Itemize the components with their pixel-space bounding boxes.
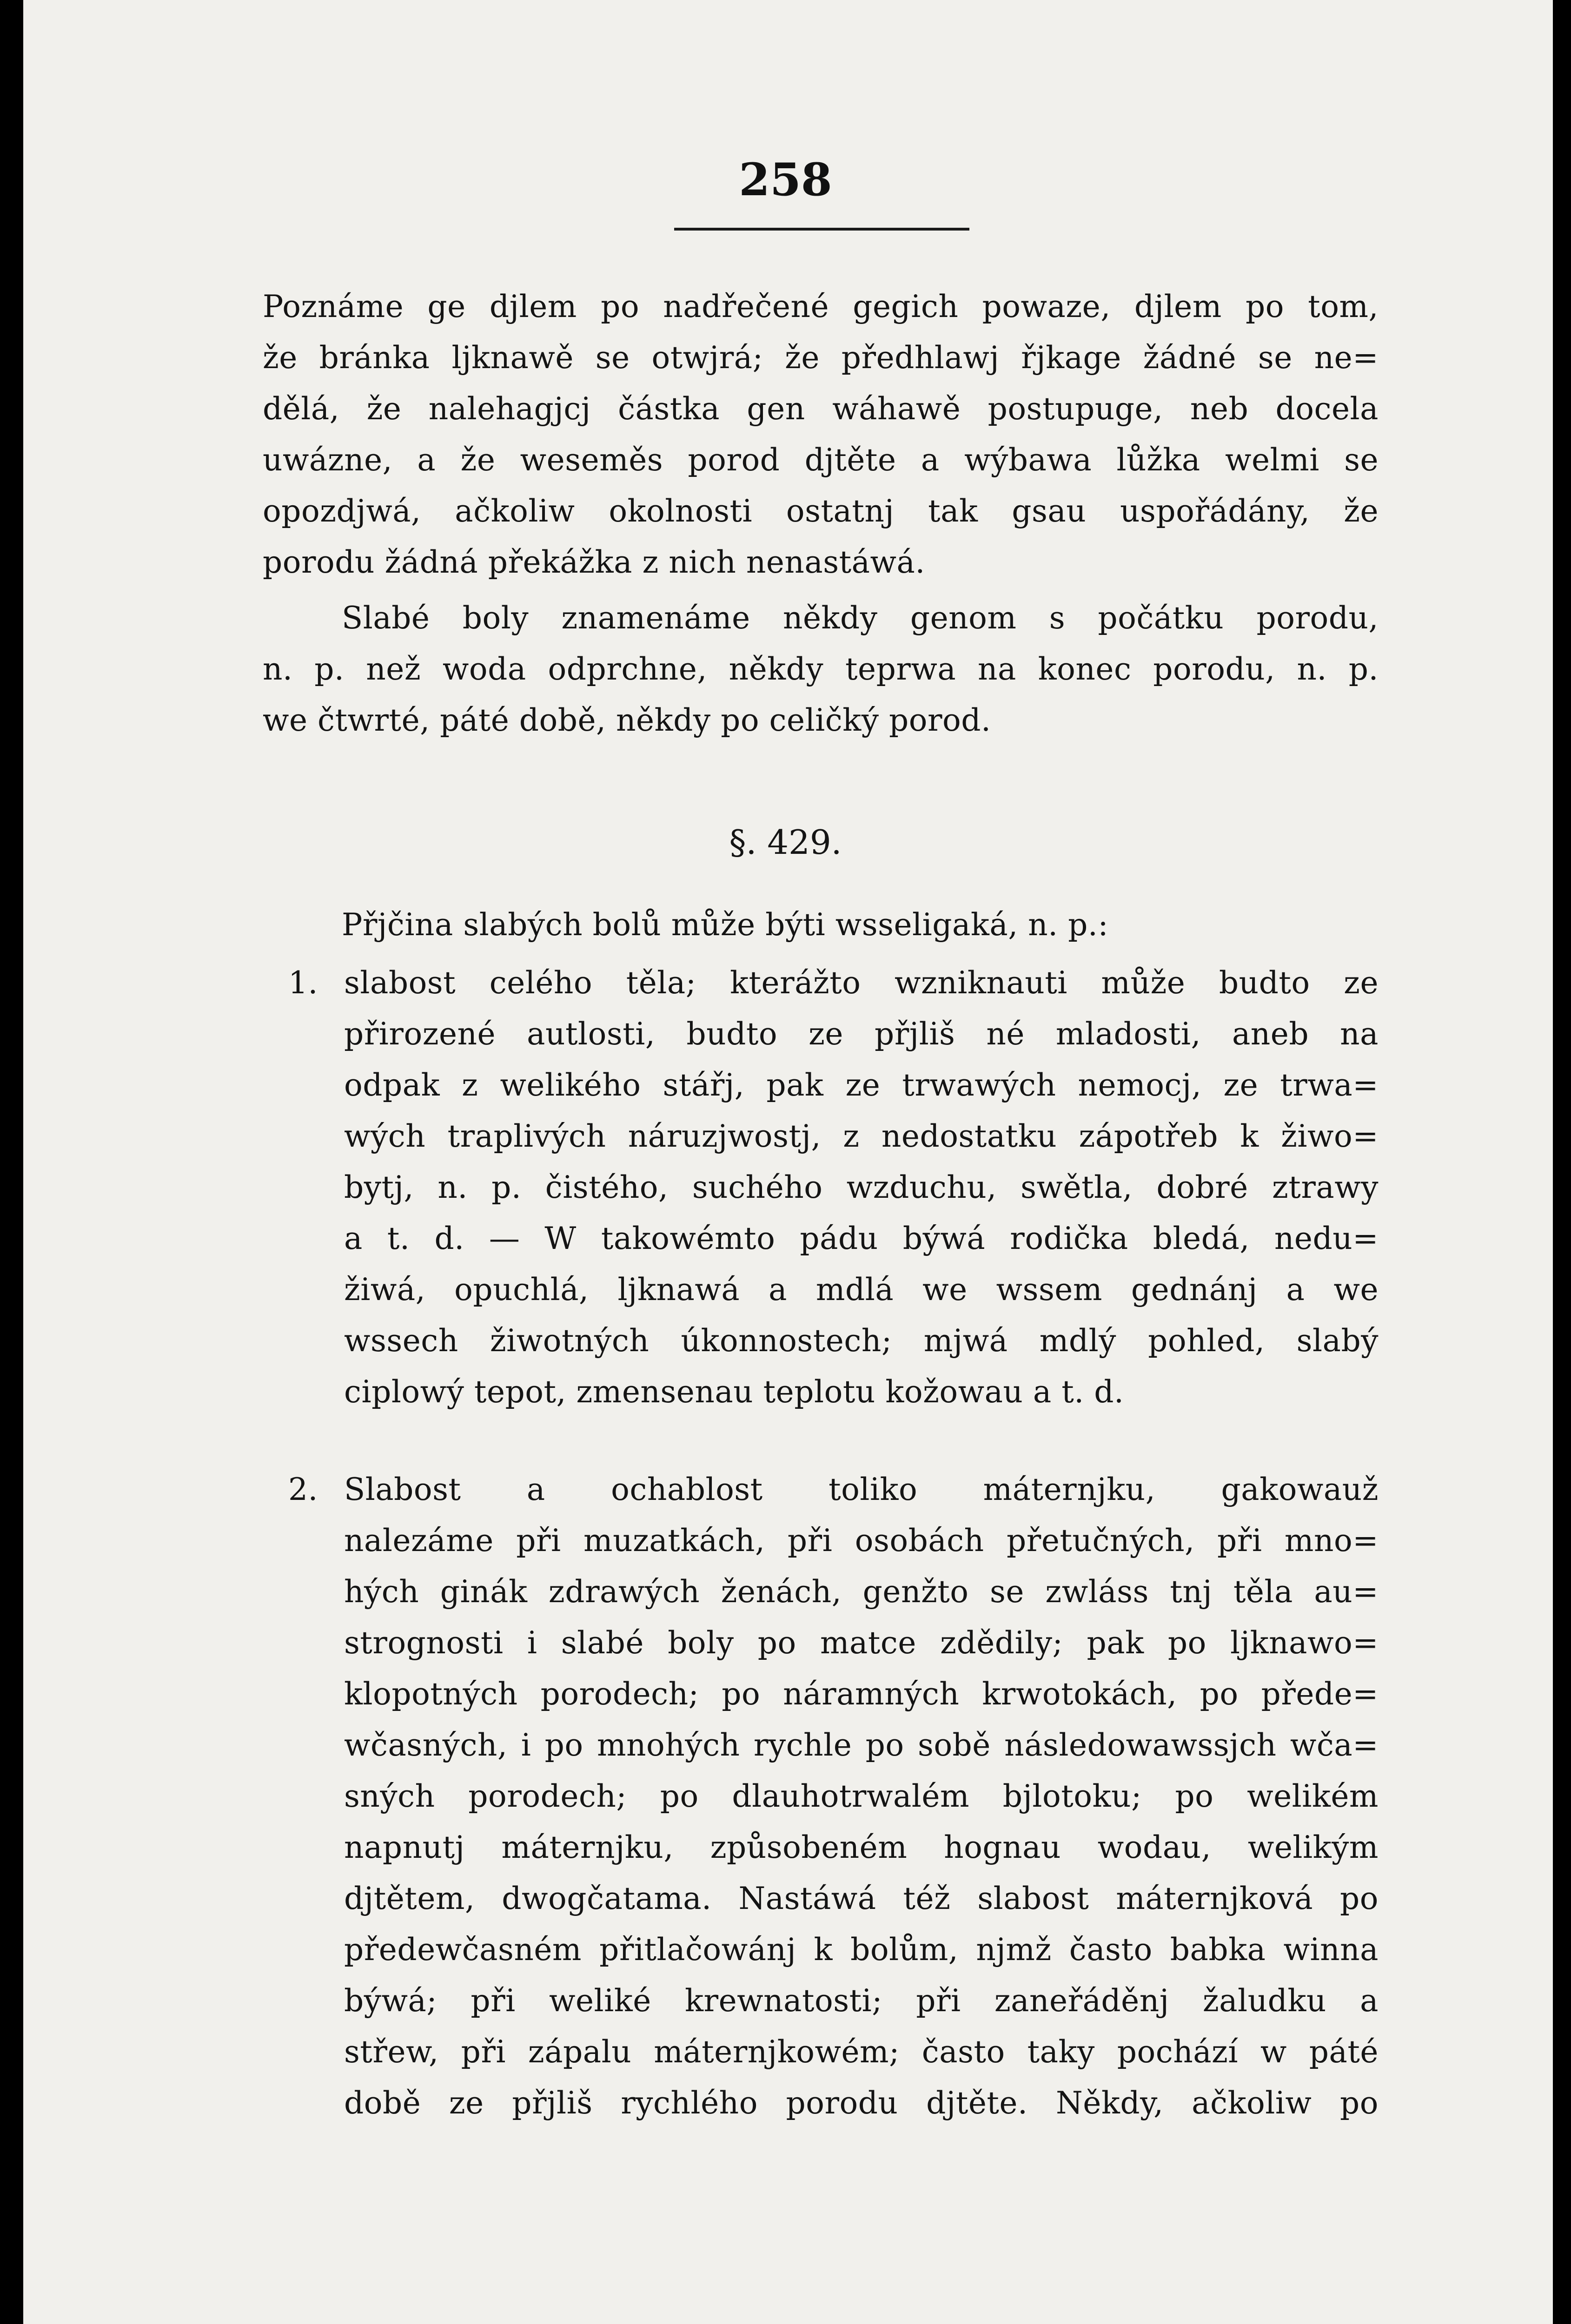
text-line: hých ginák zdrawých ženách, genžto se zwláss tnj těla au= (344, 1574, 1379, 1610)
text-line: žiwá, opuchlá, ljknawá a mdlá we wssem gednánj a we (344, 1272, 1379, 1307)
text-line: bytj, n. p. čistého, suchého wzduchu, swětla, dobré ztrawy (344, 1169, 1379, 1205)
section-heading: §. 429. (729, 823, 842, 862)
text-line: Přjčina slabých bolů může býti wsseligaká, n. p.: (342, 907, 1109, 943)
item-body (344, 957, 1379, 1418)
text-line: Slabost a ochablost toliko máternjku, gakowauž (344, 1472, 1379, 1507)
text-line: střew, při zápalu máternjkowém; často taky pochází w páté (344, 2034, 1379, 2070)
second-paragraph (263, 593, 1379, 746)
text-line: dělá, že nalehagjcj částka gen wáhawě postupuge, neb docela (263, 391, 1379, 427)
text-line: uwázne, a že weseměs porod djtěte a wýbawa lůžka welmi se (263, 442, 1379, 478)
text-line: opozdjwá, ačkoliw okolnosti ostatnj tak gsau uspořádány, že (263, 493, 1379, 529)
text-line: Poznáme ge djlem po nadřečené gegich powaze, djlem po tom, (263, 289, 1379, 324)
text-line: n. p. než woda odprchne, někdy teprwa na konec porodu, n. p. (263, 651, 1379, 687)
text-line: klopotných porodech; po náramných krwotokách, po přede= (344, 1676, 1379, 1712)
text-line: wých traplivých náruzjwostj, z nedostatku zápotřeb k žiwo= (344, 1118, 1379, 1154)
text-line: odpak z welikého stářj, pak ze trwawých nemocj, ze trwa= (344, 1067, 1379, 1103)
text-line: ciplowý tepot, zmensenau teplotu kožowau a t. d. (344, 1374, 1124, 1410)
text-line: nalezáme při muzatkách, při osobách přetučných, při mno= (344, 1523, 1379, 1558)
text-line: djtětem, dwogčatama. Nastáwá též slabost máternjková po (344, 1881, 1379, 1916)
text-line: strognosti i slabé boly po matce zdědily; pak po ljknawo= (344, 1625, 1379, 1661)
text-line: we čtwrté, páté době, někdy po celičký porod. (263, 702, 991, 738)
text-line: Slabé boly znamenáme někdy genom s počátku porodu, (342, 600, 1379, 636)
text-line: wčasných, i po mnohých rychle po sobě následowawssjch wča= (344, 1727, 1379, 1763)
text-line: přirozené autlosti, budto ze přjliš né mladosti, aneb na (344, 1016, 1379, 1052)
text-line: a t. d. — W takowémto pádu býwá rodička bledá, nedu= (344, 1221, 1379, 1256)
text-line: době ze přjliš rychlého porodu djtěte. Někdy, ačkoliw po (344, 2085, 1379, 2121)
text-line: slabost celého těla; kterážto wzniknauti může budto ze (344, 965, 1379, 1001)
item-body (344, 1464, 1379, 2129)
page-number: 258 (739, 153, 832, 206)
section-intro (263, 899, 1379, 951)
text-line: sných porodech; po dlauhotrwalém bjlotoku; po welikém (344, 1778, 1379, 1814)
text-line: napnutj máternjku, způsobeném hognau wodau, welikým (344, 1829, 1379, 1865)
item-number: 1. (288, 965, 318, 1001)
intro-paragraph (263, 281, 1379, 588)
item-number: 2. (288, 1472, 318, 1507)
header-rule (674, 228, 969, 231)
text-line: býwá; při weliké krewnatosti; při zaneřáděnj žaludku a (344, 1983, 1379, 2019)
text-line: předewčasném přitlačowánj k bolům, njmž často babka winna (344, 1932, 1379, 1967)
text-line: wssech žiwotných úkonnostech; mjwá mdlý pohled, slabý (344, 1323, 1379, 1359)
text-line: že bránka ljknawě se otwjrá; že předhlawj řjkage žádné se ne= (263, 340, 1379, 376)
text-line: porodu žádná překážka z nich nenastáwá. (263, 544, 925, 580)
